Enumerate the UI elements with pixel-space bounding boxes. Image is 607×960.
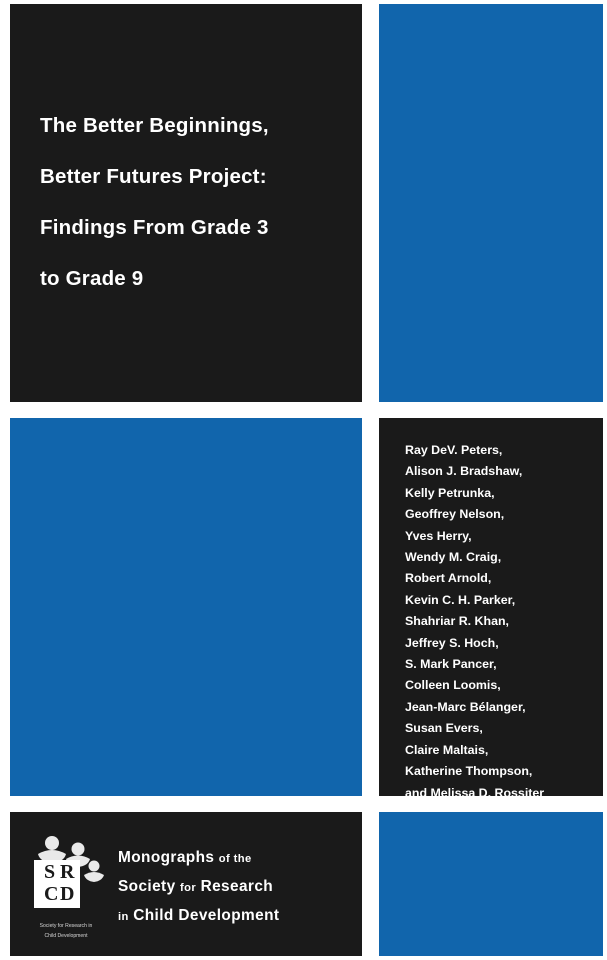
author-name: Yves Herry, (405, 528, 472, 543)
author-name: Wendy M. Craig, (405, 550, 502, 565)
author-name: Susan Evers, (405, 721, 483, 736)
series-title (118, 844, 279, 931)
series-word-for: for (180, 882, 197, 894)
decorative-block-top-right (379, 4, 603, 402)
title-panel (10, 4, 362, 402)
svg-text:R: R (60, 861, 75, 883)
srcd-logo-caption-line-2: Child Development (44, 932, 88, 939)
author-name: Kelly Petrunka, (405, 485, 495, 500)
author-name: S. Mark Pancer, (405, 657, 497, 672)
series-word-of-the: of the (218, 853, 252, 865)
author-name: Colleen Loomis, (405, 678, 501, 693)
svg-text:D: D (60, 883, 75, 905)
page-title-line-2: Better Futures Project: (40, 165, 267, 188)
series-branding-panel (10, 812, 362, 956)
page-title-line-4: to Grade 9 (40, 267, 144, 290)
series-word-society: Society (118, 878, 176, 895)
author-name: Kevin C. H. Parker, (405, 592, 516, 607)
series-title-line-2 (118, 873, 279, 902)
author-name: Robert Arnold, (405, 571, 492, 586)
author-name: Shahriar R. Khan, (405, 614, 509, 629)
srcd-logo-caption-line-1: Society for Research in (39, 923, 93, 929)
decorative-block-bottom-right (379, 812, 603, 956)
author-name: Jeffrey S. Hoch, (405, 635, 499, 650)
series-word-monographs: Monographs (118, 849, 215, 866)
author-name: and Melissa D. Rossiter (405, 785, 545, 800)
page-title-line-3: Findings From Grade 3 (40, 216, 269, 239)
series-title-line-3 (118, 902, 279, 931)
author-name: Claire Maltais, (405, 742, 489, 757)
author-name: Jean-Marc Bélanger, (405, 699, 526, 714)
svg-text:C: C (44, 883, 59, 905)
author-name: Alison J. Bradshaw, (405, 464, 523, 479)
svg-text:S: S (44, 861, 56, 883)
page-title-line-1: The Better Beginnings, (40, 114, 269, 137)
srcd-logo-icon (28, 834, 104, 920)
author-name: Katherine Thompson, (405, 764, 533, 779)
series-title-line-1 (118, 844, 279, 873)
authors-panel (379, 418, 603, 800)
author-name: Ray DeV. Peters, (405, 443, 503, 457)
author-name: Geoffrey Nelson, (405, 507, 505, 522)
series-word-child-development: Child Development (133, 907, 280, 924)
series-word-in: in (118, 911, 129, 923)
decorative-block-middle-left (10, 418, 362, 796)
srcd-logo (28, 834, 104, 939)
series-word-research: Research (200, 878, 274, 895)
